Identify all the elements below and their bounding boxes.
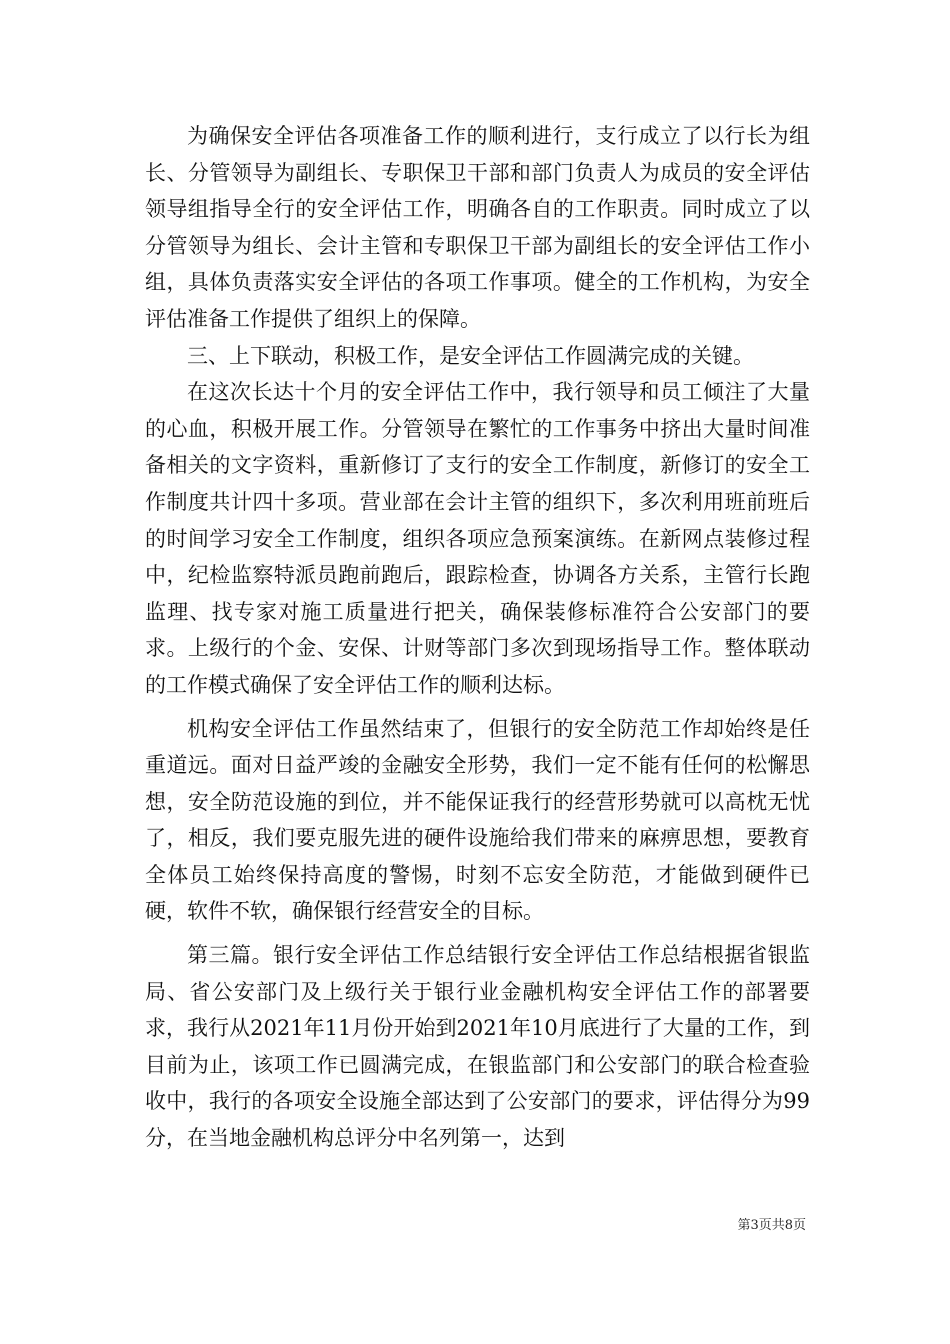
paragraph-gap <box>145 704 810 711</box>
paragraph-part-three: 第三篇。银行安全评估工作总结银行安全评估工作总结根据省银监局、省公安部门及上级行关于银行业金融机构安全评估工作的部署要求，我行从2021年11月份开始到2021年10月底进行了大量的工作，到目前为止，该项工作已圆满完成，在银监部门和公安部门的联合检查验收中，我行的各项安全设施全部达到了公安部门的要求，评估得分为99分，在当地金融机构总评分中名列第一，达到 <box>145 943 810 1151</box>
paragraph-section-three-heading: 三、上下联动，积极工作，是安全评估工作圆满完成的关键。 <box>187 343 754 368</box>
document-body <box>145 118 810 1157</box>
page-number-footer: 第3页共8页 <box>737 1218 806 1233</box>
paragraph-org-setup: 为确保安全评估各项准备工作的顺利进行，支行成立了以行长为组长、分管领导为副组长、专职保卫干部和部门负责人为成员的安全评估领导组指导全行的安全评估工作，明确各自的工作职责。同时成立了以分管领导为组长、会计主管和专职保卫干部为副组长的安全评估工作小组，具体负责落实安全评估的各项工作事项。健全的工作机构，为安全评估准备工作提供了组织上的保障。 <box>145 124 810 331</box>
paragraph-ten-month-work: 在这次长达十个月的安全评估工作中，我行领导和员工倾注了大量的心血，积极开展工作。分管领导在繁忙的工作事务中挤出大量时间准备相关的文字资料，重新修订了支行的安全工作制度，新修订的安全工作制度共计四十多项。营业部在会计主管的组织下，多次利用班前班后的时间学习安全工作制度，组织各项应急预案演练。在新网点装修过程中，纪检监察特派员跑前跑后，跟踪检查，协调各方关系，主管行长跑监理、找专家对施工质量进行把关，确保装修标准符合公安部门的要求。上级行的个金、安保、计财等部门多次到现场指导工作。整体联动的工作模式确保了安全评估工作的顺利达标。 <box>145 380 810 697</box>
paragraph-ongoing-safety: 机构安全评估工作虽然结束了，但银行的安全防范工作却始终是任重道远。面对日益严竣的金融安全形势，我们一定不能有任何的松懈思想，安全防范设施的到位，并不能保证我行的经营形势就可以高枕无忧了，相反，我们要克服先进的硬件设施给我们带来的麻痹思想，要教育全体员工始终保持高度的警惕，时刻不忘安全防范，才能做到硬件已硬，软件不软，确保银行经营安全的目标。 <box>145 716 810 924</box>
paragraph-gap <box>145 930 810 937</box>
